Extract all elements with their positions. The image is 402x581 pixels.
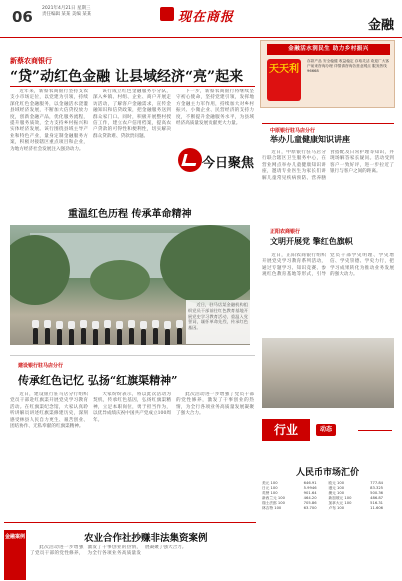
industry-badge: 动态 [316,424,336,436]
section-title: 金融 [367,18,394,33]
right-col2-kicker: 正阳农商银行 [270,229,301,235]
masthead-logo [160,4,250,28]
advertisement [260,40,395,108]
table-row: 林吉特 100 63.700 卢布 100 11.606 [262,506,384,510]
ad-logo-text: 天天利 [269,64,299,75]
article-lower-headline: 传承红色记忆 弘扬“红旗渠精神” [18,374,178,387]
ad-banner-text: 金融活水润民生 助力乡村振兴 [267,44,390,55]
photo-caption: 近日，驻马店某金融机构组织党员干部前往红色教育基地开展党史学习教育活动，重温入党誓词，缅怀革命先烈，传承红色基因。 [186,300,250,344]
right-col1-kicker: 中原银行驻马店分行 [270,128,316,134]
ad-body: 存款产品 安全稳健 收益稳定 存取灵活 欢迎广大客户前来咨询办理 详情请咨询各营业网点 服务热线 96668 [307,59,390,74]
ad-logo [267,59,301,101]
lower-article-rule [10,355,255,356]
bottom-side-label: 金融案例 [4,530,26,580]
right-col1-headline: 举办儿童健康知识讲座 [270,134,350,144]
table-row: 美元 100 646.91 欧元 100 777.84 [262,481,384,485]
article-lower-kicker: 建设银行驻马店分行 [18,363,64,369]
industry-news-header [262,419,392,441]
market-table [261,481,394,511]
photo-section-title: 重温红色历程 传承革命精神 [68,209,192,220]
bottom-rule [4,522,256,523]
article-lower-col1: 近日，建设银行驻马店分行组织党员干部赴红旗渠开展党史学习教育活动。在红旗渠纪念馆，大家认真聆听讲解员讲述红旗渠修建历史，深刻感受林县人民自力更生、艰苦创业、团结协作、无私奉献的红旗渠精神。 [10,392,88,430]
masthead-emblem-icon [160,7,174,21]
masthead-name: 现在商报 [178,10,235,25]
article-lower-col3: 此次活动进一步增强了党员干部的党性修养，激发了干事创业的热情，为全行各项业务高质量发展凝聚了强大合力。 [176,392,254,417]
market-title: 人民币市场汇价 [295,468,359,478]
industry-label: 行业 [262,419,310,441]
today-focus-badge [178,146,255,174]
table-row: 英镑 100 901.64 澳元 100 500.36 [262,491,384,495]
right-col2-headline: 文明开展党 擎红色旗帜 [270,236,353,246]
focus-emblem-icon [178,148,202,172]
table-row: 瑞士法郎 100 705.86 加拿大元 100 516.31 [262,501,384,505]
table-row: 日元 100 5.9946 港元 100 83.325 [262,486,384,490]
bottom-headline: 农业合作社抄赚非法集资案例 [84,533,208,544]
article-main-kicker: 新蔡农商银行 [10,57,52,65]
rmb-market-rates [261,465,394,511]
article-lower-col2: 大家纷纷表示，将以此次活动为契机，传承红色基因，弘扬红旗渠精神，立足本职岗位，勇于担当作为，以优异成绩庆祝中国共产党成立100周年。 [93,392,171,423]
article-main-col2: 该行成立红色金融服务小分队，深入乡镇、村组、企业、商户开展走访活动，了解客户金融需求，宣传金融知识和信贷政策，把金融服务送到群众家门口。同时，积极开展整村授信工作，建立农户信用档案，提高农户贷款的可得性和便利性，切实解决群众贷款难、贷款贵问题。 [93,89,171,139]
focus-label: 今日聚焦 [202,156,255,171]
bottom-body: 此次活动进一步增强了党员干部的党性修养，激发了干事创业的热情，为全行各项业务高质量发展凝聚了强大合力。 [30,545,187,557]
table-row: 新西兰元 100 464.20 新加坡元 100 486.87 [262,496,384,500]
right-photo [262,338,394,408]
right-col1-rule [262,123,394,124]
article-main-col3: 下一步，新蔡农商银行将继续坚守初心使命，坚持党建引领，发挥地方金融主力军作用，持续加大对乡村振兴、小微企业、民营经济的支持力度，不断提升金融服务水平，为县域经济高质量发展贡献更大力量。 [176,89,254,127]
article-main-col1: 近年来，新蔡农商银行坚持支农支小市场定位，以党建为引领，持续深化红色金融服务，以金融活水浇灌县域经济发展，不断加大信贷投放力度，创新金融产品，优化服务流程，提升服务质效，全力支持乡村振兴和实体经济发展。该行围绕县域主导产业和特色产业，量身定制金融服务方案，积极对接辖区重点项目和企业，为地方经济社会发展注入强劲动力。 [10,89,88,152]
date-info: 2021年4月21日 星期三 责任编辑 某某 美编 某某 [42,6,92,17]
right-col2-body: 近日，正阳农商银行组织开展党史学习教育系列活动，通过专题学习、知识竞赛、参观红色教育基地等形式，引导党员干部学史明理、学史增信、学史崇德、学史力行，把学习成果转化为推动业务发展的强大动力。 [262,253,394,278]
right-col1-body: 近日，中原银行驻马店分行联合辖区卫生服务中心，在营业网点举办儿童健康知识讲座，邀请专业医生为家长们讲解儿童常见疾病预防、营养膳食搭配及日常护理等知识，并现场解答家长疑问。活动受到客户一致好评，进一步拉近了银行与客户之间的距离。 [262,150,394,181]
page-number: 06 [12,8,33,26]
headline-rule [10,86,255,87]
article-main-headline: “贷”动红色金融 让县域经济“亮”起来 [10,69,244,85]
